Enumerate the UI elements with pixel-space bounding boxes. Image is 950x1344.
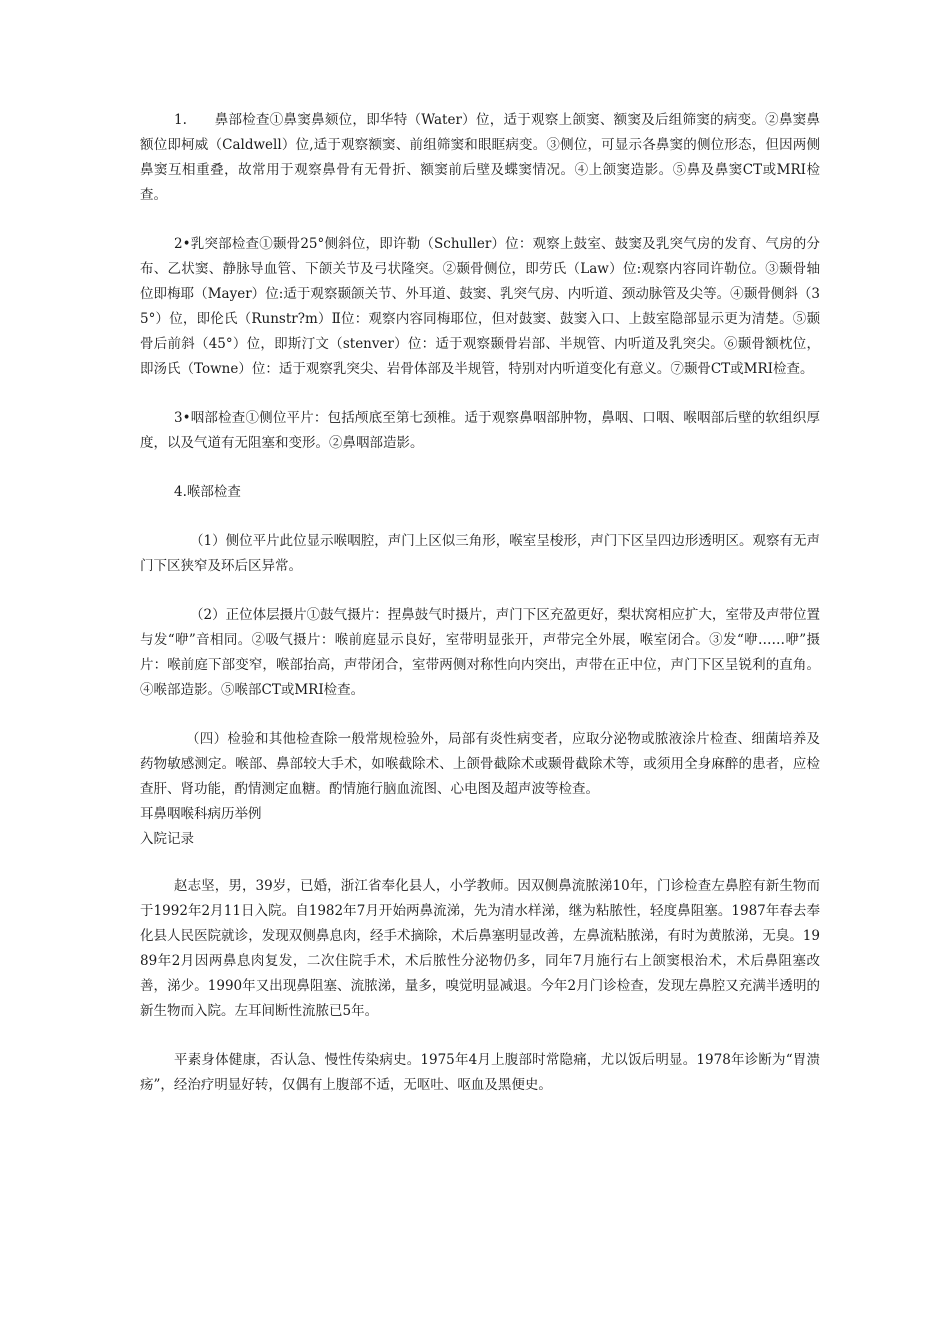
admission-record-heading: 入院记录	[140, 831, 194, 847]
section-larynx-heading: 4.喉部检查	[174, 484, 241, 500]
section-pharynx-exam: 3•咽部检查①侧位平片：包括颅底至第七颈椎。适于观察鼻咽部肿物，鼻咽、口咽、喉咽部后壁的软组织厚度，以及气道有无阻塞和变形。②鼻咽部造影。	[140, 410, 820, 451]
section-mastoid-exam: 2•乳突部检查①颞骨25°侧斜位，即许勒（Schuller）位：观察上鼓室、鼓窦及乳突气房的发育、气房的分布、乙状窦、静脉导血管、下颌关节及弓状隆突。②颞骨侧位，即劳氏（Law）位:观察内容同许勒位。③颞骨轴位即梅耶（Mayer）位:适于观察颞颌关节、外耳道、鼓窦、乳突气房、内听道、颈动脉管及尖等。④颞骨侧斜（35°）位，即伦氏（Runstr?m）Ⅱ位：观察内容同梅耶位，但对鼓窦、鼓窦入口、上鼓室隐部显示更为清楚。⑤颞骨后前斜（45°）位，即斯汀文（stenver）位：适于观察颞骨岩部、半规管、内听道及乳突尖。⑥颞骨额枕位，即汤氏（Towne）位：适于观察乳突尖、岩骨体部及半规管，特别对内听道变化有意义。⑦颞骨CT或MRI检查。	[140, 236, 820, 377]
case-example-heading: 耳鼻咽喉科病历举例	[140, 806, 262, 822]
past-history: 平素身体健康，否认急、慢性传染病史。1975年4月上腹部时常隐痛，尤以饭后明显。1978年诊断为“胃溃疡”，经治疗明显好转，仅偶有上腹部不适，无呕吐、呕血及黑便史。	[140, 1052, 820, 1093]
section-lab-tests: （四）检验和其他检查除一般常规检验外，局部有炎性病变者，应取分泌物或脓液涂片检查、细菌培养及药物敏感测定。喉部、鼻部较大手术，如喉截除术、上颌骨截除术或颞骨截除术等，或须用全身麻醉的患者，应检查肝、肾功能，酌情测定血糖。酌情施行脑血流图、心电图及超声波等检查。	[140, 731, 820, 797]
present-illness: 赵志坚，男，39岁，已婚，浙江省奉化县人，小学教师。因双侧鼻流脓涕10年，门诊检查左鼻腔有新生物而于1992年2月11日入院。自1982年7月开始两鼻流涕，先为清水样涕，继为粘脓性，轻度鼻阻塞。1987年春去奉化县人民医院就诊，发现双侧鼻息肉，经手术摘除，术后鼻塞明显改善，左鼻流粘脓涕，有时为黄脓涕，无臭。1989年2月因两鼻息肉复发，二次住院手术，术后脓性分泌物仍多，同年7月施行右上颌窦根治术，术后鼻阻塞改善，涕少。1990年又出现鼻阻塞、流脓涕，量多，嗅觉明显减退。今年2月门诊检查，发现左鼻腔又充满半透明的新生物而入院。左耳间断性流脓已5年。	[140, 878, 820, 1019]
larynx-item-2: （2）正位体层摄片①鼓气摄片：捏鼻鼓气时摄片，声门下区充盈更好，梨状窝相应扩大，室带及声带位置与发“咿”音相同。②吸气摄片：喉前庭显示良好，室带明显张开，声带完全外展，喉室闭合。③发“咿……咿”摄片：喉前庭下部变窄，喉部抬高，声带闭合，室带两侧对称性向内突出，声带在正中位，声门下区呈锐利的直角。④喉部造影。⑤喉部CT或MRI检查。	[140, 607, 820, 698]
larynx-item-1: （1）侧位平片此位显示喉咽腔，声门上区似三角形，喉室呈梭形，声门下区呈四边形透明区。观察有无声门下区狭窄及环后区异常。	[140, 533, 820, 574]
document-body	[140, 108, 820, 1098]
section-nose-exam: 1. 鼻部检查①鼻窦鼻颏位，即华特（Water）位，适于观察上颌窦、额窦及后组筛窦的病变。②鼻窦鼻额位即柯威（Caldwell）位,适于观察额窦、前组筛窦和眼眶病变。③侧位，可显示各鼻窦的侧位形态，但因两侧鼻窦互相重叠，故常用于观察鼻骨有无骨折、额窦前后壁及蝶窦情况。④上颌窦造影。⑤鼻及鼻窦CT或MRI检查。	[140, 112, 820, 203]
